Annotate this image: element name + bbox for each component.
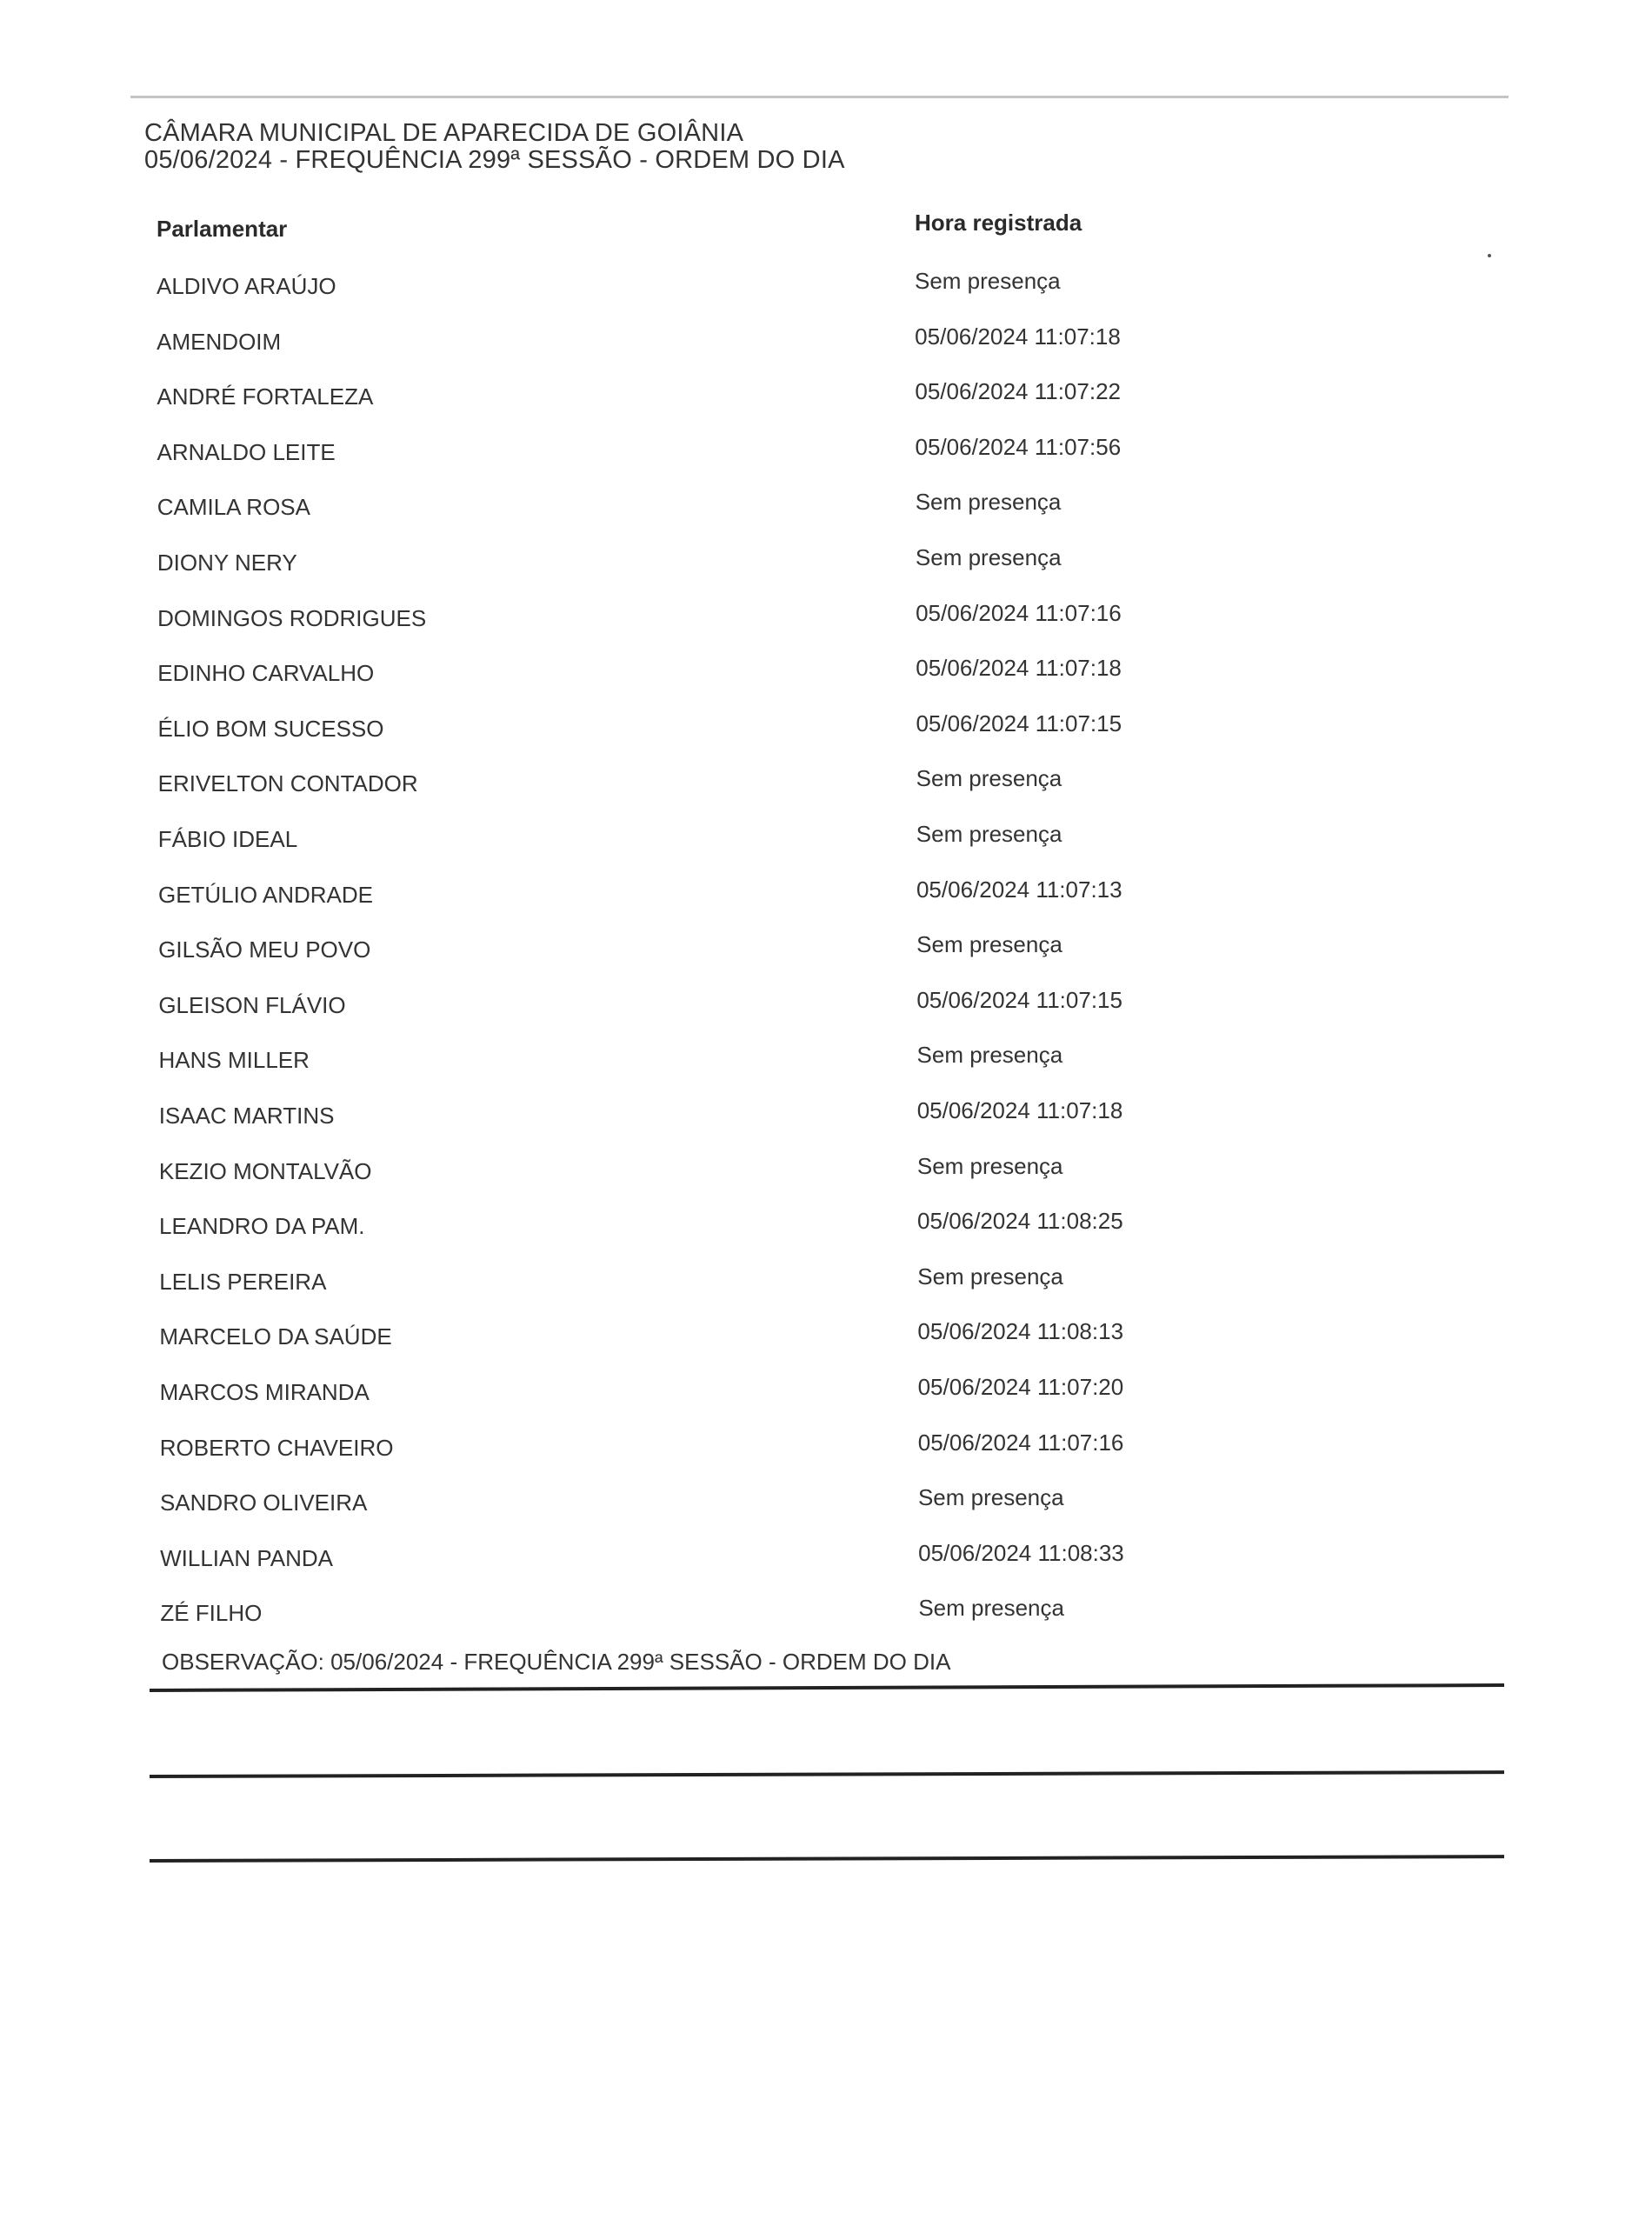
hora-registrada: Sem presença xyxy=(916,821,1062,847)
parlamentar-name: FÁBIO IDEAL xyxy=(157,826,298,852)
hora-registrada: Sem presença xyxy=(916,1042,1063,1069)
institution-title: CÂMARA MUNICIPAL DE APARECIDA DE GOIÂNIA xyxy=(144,119,744,147)
parlamentar-name: LELIS PEREIRA xyxy=(159,1268,327,1295)
parlamentar-name: SANDRO OLIVEIRA xyxy=(159,1490,368,1516)
hora-registrada: 05/06/2024 11:07:20 xyxy=(917,1374,1124,1400)
parlamentar-name: ARNALDO LEITE xyxy=(157,438,336,465)
parlamentar-name: MARCOS MIRANDA xyxy=(159,1379,370,1405)
parlamentar-name: WILLIAN PANDA xyxy=(160,1544,334,1571)
table-row xyxy=(0,268,1652,325)
parlamentar-name: EDINHO CARVALHO xyxy=(157,660,375,687)
hora-registrada: Sem presença xyxy=(915,268,1061,294)
table-row xyxy=(0,1318,1652,1376)
hora-registrada: 05/06/2024 11:08:33 xyxy=(918,1539,1124,1566)
parlamentar-name: GLEISON FLÁVIO xyxy=(158,991,346,1018)
hora-registrada: 05/06/2024 11:07:22 xyxy=(915,378,1121,405)
hora-registrada: 05/06/2024 11:07:18 xyxy=(915,323,1121,350)
hora-registrada: Sem presença xyxy=(915,489,1062,516)
table-row xyxy=(0,1595,1652,1652)
parlamentar-name: DOMINGOS RODRIGUES xyxy=(157,604,427,631)
parlamentar-name: KEZIO MONTALVÃO xyxy=(158,1157,372,1184)
hora-registrada: Sem presença xyxy=(915,544,1062,570)
table-row xyxy=(0,876,1652,934)
parlamentar-name: LEANDRO DA PAM. xyxy=(159,1213,365,1240)
hora-registrada: 05/06/2024 11:07:13 xyxy=(916,876,1122,903)
hora-registrada: 05/06/2024 11:07:16 xyxy=(916,599,1122,626)
table-row xyxy=(0,489,1652,546)
table-row xyxy=(0,821,1652,878)
observation-text: OBSERVAÇÃO: 05/06/2024 - FREQUÊNCIA 299ª SESSÃO - ORDEM DO DIA xyxy=(162,1649,951,1675)
table-row xyxy=(0,1429,1652,1487)
hora-registrada: 05/06/2024 11:07:16 xyxy=(917,1429,1124,1456)
parlamentar-name: HANS MILLER xyxy=(158,1047,310,1074)
parlamentar-name: ANDRÉ FORTALEZA xyxy=(157,383,374,410)
parlamentar-name: ISAAC MARTINS xyxy=(158,1103,335,1129)
table-row xyxy=(0,986,1652,1044)
hora-registrada: 05/06/2024 11:07:15 xyxy=(916,710,1122,736)
parlamentar-name: AMENDOIM xyxy=(157,328,282,355)
table-row xyxy=(0,1484,1652,1542)
hora-registrada: 05/06/2024 11:08:25 xyxy=(917,1208,1123,1235)
table-row xyxy=(0,1539,1652,1597)
hora-registrada: 05/06/2024 11:07:15 xyxy=(916,986,1122,1013)
table-row xyxy=(0,931,1652,989)
hora-registrada: 05/06/2024 11:08:13 xyxy=(917,1318,1124,1345)
parlamentar-name: CAMILA ROSA xyxy=(157,494,310,521)
table-row xyxy=(0,1374,1652,1431)
parlamentar-name: MARCELO DA SAÚDE xyxy=(159,1323,392,1350)
table-row xyxy=(0,1208,1652,1265)
parlamentar-name: ERIVELTON CONTADOR xyxy=(157,770,418,797)
parlamentar-name: ZÉ FILHO xyxy=(160,1600,263,1627)
parlamentar-name: GETÚLIO ANDRADE xyxy=(157,881,374,908)
table-row xyxy=(0,433,1652,491)
hora-registrada: Sem presença xyxy=(916,1152,1063,1179)
session-title: 05/06/2024 - FREQUÊNCIA 299ª SESSÃO - ORDEM DO DIA xyxy=(144,146,845,174)
column-header-parlamentar: Parlamentar xyxy=(157,216,288,242)
table-row xyxy=(0,655,1652,712)
table-row xyxy=(0,599,1652,657)
hora-registrada: 05/06/2024 11:07:18 xyxy=(916,655,1122,682)
parlamentar-name: ÉLIO BOM SUCESSO xyxy=(157,715,384,742)
parlamentar-name: DIONY NERY xyxy=(157,550,297,576)
table-row xyxy=(0,710,1652,768)
table-row xyxy=(0,765,1652,823)
table-row xyxy=(0,323,1652,381)
table-row xyxy=(0,1042,1652,1099)
parlamentar-name: ALDIVO ARAÚJO xyxy=(157,273,336,299)
hora-registrada: Sem presença xyxy=(917,1484,1064,1511)
hora-registrada: Sem presença xyxy=(916,931,1062,958)
table-row xyxy=(0,1263,1652,1321)
table-row xyxy=(0,1097,1652,1155)
parlamentar-name: ROBERTO CHAVEIRO xyxy=(159,1434,394,1461)
table-row xyxy=(0,1152,1652,1210)
parlamentar-name: GILSÃO MEU POVO xyxy=(158,936,371,963)
scan-speck xyxy=(1488,254,1491,257)
hora-registrada: Sem presença xyxy=(917,1263,1063,1290)
hora-registrada: 05/06/2024 11:07:56 xyxy=(915,433,1122,460)
table-row xyxy=(0,544,1652,602)
hora-registrada: Sem presença xyxy=(916,765,1062,792)
hora-registrada: 05/06/2024 11:07:18 xyxy=(916,1097,1123,1123)
hora-registrada: Sem presença xyxy=(918,1595,1064,1622)
table-row xyxy=(0,378,1652,436)
column-header-hora-registrada: Hora registrada xyxy=(915,210,1082,236)
